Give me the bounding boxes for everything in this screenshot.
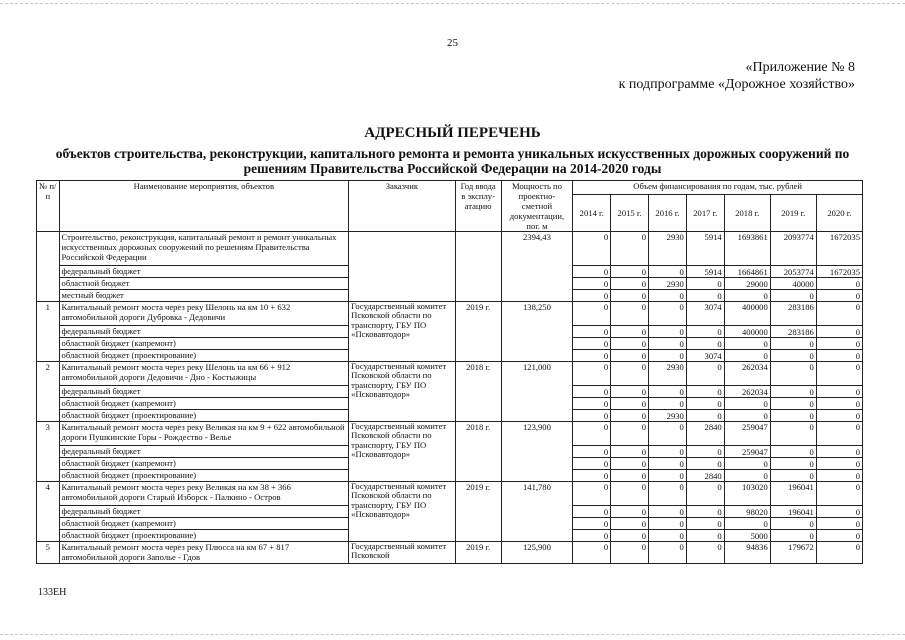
- row-num: 1: [37, 302, 60, 362]
- bottom-scan-edge: [0, 634, 905, 635]
- row-name: федеральный бюджет: [59, 506, 349, 518]
- value-cell: 0: [816, 482, 862, 506]
- table-row: [37, 482, 863, 506]
- value-cell: 0: [816, 410, 862, 422]
- table-row: [37, 232, 863, 266]
- value-cell: 0: [611, 326, 649, 338]
- row-capacity: 138,250: [501, 302, 573, 362]
- value-cell: 5000: [724, 530, 770, 542]
- row-year: 2019 г.: [455, 482, 501, 542]
- value-cell: 0: [611, 470, 649, 482]
- footer-code: 133ЕН: [38, 587, 67, 598]
- value-cell: 0: [770, 338, 816, 350]
- value-cell: 1672035: [816, 232, 862, 266]
- row-name: областной бюджет (капремонт): [59, 458, 349, 470]
- value-cell: 0: [573, 530, 611, 542]
- value-cell: 0: [648, 446, 686, 458]
- value-cell: 0: [611, 232, 649, 266]
- row-customer: Государственный комитет Псковской области по транспорту, ГБУ ПО «Псковавтодор»: [349, 422, 455, 482]
- value-cell: 0: [816, 278, 862, 290]
- row-capacity: 125,900: [501, 542, 573, 564]
- header-year-2016: 2016 г.: [648, 194, 686, 231]
- row-name: областной бюджет (капремонт): [59, 398, 349, 410]
- value-cell: 0: [611, 518, 649, 530]
- row-name: федеральный бюджет: [59, 446, 349, 458]
- value-cell: 0: [686, 398, 724, 410]
- value-cell: 0: [573, 446, 611, 458]
- row-num: 4: [37, 482, 60, 542]
- value-cell: 0: [724, 518, 770, 530]
- value-cell: 0: [816, 326, 862, 338]
- row-num: 3: [37, 422, 60, 482]
- value-cell: 0: [770, 362, 816, 386]
- table-row: [37, 302, 863, 326]
- appendix-line-2: к подпрограмме «Дорожное хозяйство»: [618, 77, 855, 92]
- value-cell: 5914: [686, 232, 724, 266]
- value-cell: 0: [770, 446, 816, 458]
- row-name: областной бюджет (проектирование): [59, 470, 349, 482]
- value-cell: 0: [686, 482, 724, 506]
- value-cell: 0: [816, 518, 862, 530]
- row-year: [455, 232, 501, 302]
- value-cell: 0: [816, 530, 862, 542]
- value-cell: 103020: [724, 482, 770, 506]
- row-capacity: 121,000: [501, 362, 573, 422]
- value-cell: 0: [816, 362, 862, 386]
- value-cell: 0: [686, 542, 724, 564]
- row-name: областной бюджет (капремонт): [59, 338, 349, 350]
- value-cell: 0: [573, 506, 611, 518]
- value-cell: 0: [770, 470, 816, 482]
- row-name: областной бюджет (капремонт): [59, 518, 349, 530]
- value-cell: 0: [686, 410, 724, 422]
- value-cell: 0: [611, 422, 649, 446]
- value-cell: 0: [770, 458, 816, 470]
- row-name: федеральный бюджет: [59, 386, 349, 398]
- value-cell: 0: [770, 386, 816, 398]
- header-funding: Объем финансирования по годам, тыс. рублей: [573, 181, 863, 195]
- value-cell: 0: [686, 290, 724, 302]
- value-cell: 0: [573, 398, 611, 410]
- row-name: федеральный бюджет: [59, 266, 349, 278]
- value-cell: 0: [648, 350, 686, 362]
- value-cell: 0: [648, 266, 686, 278]
- header-year-2019: 2019 г.: [770, 194, 816, 231]
- value-cell: 0: [724, 410, 770, 422]
- value-cell: 0: [816, 398, 862, 410]
- value-cell: 196041: [770, 482, 816, 506]
- value-cell: 0: [724, 398, 770, 410]
- value-cell: 0: [724, 458, 770, 470]
- value-cell: 0: [816, 338, 862, 350]
- header-name: Наименование мероприятия, объектов: [59, 181, 349, 232]
- value-cell: 0: [611, 302, 649, 326]
- value-cell: 0: [573, 302, 611, 326]
- table-body: [37, 232, 863, 564]
- value-cell: 0: [573, 362, 611, 386]
- value-cell: 0: [816, 422, 862, 446]
- value-cell: 0: [573, 290, 611, 302]
- value-cell: 400000: [724, 302, 770, 326]
- value-cell: 0: [686, 518, 724, 530]
- value-cell: 0: [686, 326, 724, 338]
- row-customer: Государственный комитет Псковской: [349, 542, 455, 564]
- value-cell: 0: [573, 458, 611, 470]
- value-cell: 0: [611, 338, 649, 350]
- value-cell: 0: [724, 290, 770, 302]
- row-name: областной бюджет: [59, 278, 349, 290]
- value-cell: 0: [573, 338, 611, 350]
- row-capacity: 123,900: [501, 422, 573, 482]
- table-row: [37, 362, 863, 386]
- value-cell: 2053774: [770, 266, 816, 278]
- value-cell: 1693861: [724, 232, 770, 266]
- value-cell: 0: [611, 506, 649, 518]
- value-cell: 94836: [724, 542, 770, 564]
- value-cell: 283186: [770, 326, 816, 338]
- value-cell: 0: [611, 458, 649, 470]
- value-cell: 0: [611, 410, 649, 422]
- value-cell: 0: [724, 350, 770, 362]
- value-cell: 2840: [686, 470, 724, 482]
- value-cell: 0: [573, 386, 611, 398]
- value-cell: 0: [686, 362, 724, 386]
- page-number: 25: [447, 37, 458, 49]
- value-cell: 2930: [648, 278, 686, 290]
- value-cell: 0: [770, 530, 816, 542]
- row-num: 2: [37, 362, 60, 422]
- value-cell: 0: [686, 386, 724, 398]
- value-cell: 0: [648, 482, 686, 506]
- value-cell: 2093774: [770, 232, 816, 266]
- value-cell: 0: [611, 530, 649, 542]
- row-name: местный бюджет: [59, 290, 349, 302]
- value-cell: 0: [816, 290, 862, 302]
- value-cell: 0: [648, 458, 686, 470]
- header-year-2014: 2014 г.: [573, 194, 611, 231]
- row-customer: Государственный комитет Псковской области по транспорту, ГБУ ПО «Псковавтодор»: [349, 302, 455, 362]
- value-cell: 0: [770, 518, 816, 530]
- value-cell: 0: [611, 482, 649, 506]
- value-cell: 0: [648, 302, 686, 326]
- value-cell: 0: [686, 278, 724, 290]
- value-cell: 0: [816, 458, 862, 470]
- value-cell: 259047: [724, 422, 770, 446]
- value-cell: 0: [770, 422, 816, 446]
- value-cell: 0: [573, 518, 611, 530]
- value-cell: 0: [573, 542, 611, 564]
- value-cell: 0: [611, 362, 649, 386]
- row-year: 2019 г.: [455, 302, 501, 362]
- header-year-2015: 2015 г.: [611, 194, 649, 231]
- value-cell: 3074: [686, 350, 724, 362]
- row-name: Капитальный ремонт моста через реку Великая на км 38 + 366 автомобильной дороги Старый Изборск - Палкино - Остров: [59, 482, 349, 506]
- value-cell: 0: [648, 422, 686, 446]
- value-cell: 0: [648, 518, 686, 530]
- value-cell: 2930: [648, 410, 686, 422]
- value-cell: 0: [686, 446, 724, 458]
- value-cell: 0: [770, 350, 816, 362]
- value-cell: 0: [648, 338, 686, 350]
- value-cell: 0: [686, 338, 724, 350]
- row-name: федеральный бюджет: [59, 326, 349, 338]
- value-cell: 259047: [724, 446, 770, 458]
- value-cell: 0: [816, 470, 862, 482]
- header-year-2018: 2018 г.: [724, 194, 770, 231]
- top-scan-edge: [0, 3, 905, 4]
- value-cell: 5914: [686, 266, 724, 278]
- value-cell: 0: [648, 470, 686, 482]
- value-cell: 0: [648, 398, 686, 410]
- table-header: [37, 181, 863, 232]
- value-cell: 98020: [724, 506, 770, 518]
- value-cell: 2840: [686, 422, 724, 446]
- row-year: 2018 г.: [455, 422, 501, 482]
- appendix-heading: [619, 59, 855, 93]
- value-cell: 0: [648, 542, 686, 564]
- row-name: областной бюджет (проектирование): [59, 350, 349, 362]
- value-cell: 400000: [724, 326, 770, 338]
- value-cell: 0: [686, 530, 724, 542]
- value-cell: 0: [648, 386, 686, 398]
- row-name: областной бюджет (проектирование): [59, 530, 349, 542]
- header-customer: Заказчик: [349, 181, 455, 232]
- document-subtitle: объектов строительства, реконструкции, капитального ремонта и ремонта уникальных искусственных дорожных сооружений по решениям Правительства Российской Федерации на 2014-2020 годы: [55, 146, 850, 176]
- value-cell: 0: [611, 398, 649, 410]
- value-cell: 0: [648, 506, 686, 518]
- value-cell: 0: [611, 278, 649, 290]
- value-cell: 40000: [770, 278, 816, 290]
- row-name: Капитальный ремонт моста через реку Великая на км 9 + 622 автомобильной дороги Пушкинские Горы - Рождество - Велье: [59, 422, 349, 446]
- row-customer: Государственный комитет Псковской области по транспорту, ГБУ ПО «Псковавтодор»: [349, 362, 455, 422]
- value-cell: 0: [686, 506, 724, 518]
- value-cell: 0: [770, 410, 816, 422]
- row-customer: Государственный комитет Псковской области по транспорту, ГБУ ПО «Псковавтодор»: [349, 482, 455, 542]
- value-cell: 0: [770, 398, 816, 410]
- header-year-2017: 2017 г.: [686, 194, 724, 231]
- row-capacity: 2394,43: [501, 232, 573, 302]
- row-num: [37, 232, 60, 302]
- value-cell: 283186: [770, 302, 816, 326]
- value-cell: 0: [573, 266, 611, 278]
- row-year: 2019 г.: [455, 542, 501, 564]
- header-capacity: Мощность по проектно-сметной документации, пог. м: [501, 181, 573, 232]
- value-cell: 0: [724, 470, 770, 482]
- row-capacity: 141,780: [501, 482, 573, 542]
- value-cell: 0: [611, 386, 649, 398]
- address-list-table: [36, 180, 863, 564]
- value-cell: 0: [816, 302, 862, 326]
- value-cell: 196041: [770, 506, 816, 518]
- value-cell: 0: [611, 290, 649, 302]
- value-cell: 0: [611, 542, 649, 564]
- value-cell: 0: [573, 350, 611, 362]
- document-title: АДРЕСНЫЙ ПЕРЕЧЕНЬ: [364, 125, 541, 141]
- value-cell: 0: [816, 542, 862, 564]
- row-customer: [349, 232, 455, 302]
- row-name: Капитальный ремонт моста через реку Шелонь на км 10 + 632 автомобильной дороги Дубровка - Дедовичи: [59, 302, 349, 326]
- value-cell: 0: [573, 422, 611, 446]
- header-year-2020: 2020 г.: [816, 194, 862, 231]
- value-cell: 1672035: [816, 266, 862, 278]
- appendix-line-1: «Приложение № 8: [745, 60, 855, 75]
- table-row: [37, 542, 863, 564]
- value-cell: 0: [573, 326, 611, 338]
- value-cell: 0: [816, 350, 862, 362]
- value-cell: 0: [573, 482, 611, 506]
- value-cell: 0: [611, 266, 649, 278]
- value-cell: 0: [648, 530, 686, 542]
- value-cell: 0: [816, 386, 862, 398]
- value-cell: 1664861: [724, 266, 770, 278]
- row-name: Капитальный ремонт моста через реку Шелонь на км 66 + 912 автомобильной дороги Дедовичи - Дно - Костыжицы: [59, 362, 349, 386]
- value-cell: 29000: [724, 278, 770, 290]
- value-cell: 0: [770, 290, 816, 302]
- value-cell: 262034: [724, 386, 770, 398]
- value-cell: 0: [686, 458, 724, 470]
- value-cell: 0: [611, 446, 649, 458]
- table-row: [37, 422, 863, 446]
- value-cell: 0: [573, 232, 611, 266]
- value-cell: 0: [816, 446, 862, 458]
- value-cell: 0: [648, 326, 686, 338]
- row-num: 5: [37, 542, 60, 564]
- row-name: Капитальный ремонт моста через реку Плюсса на км 67 + 817 автомобильной дороги Заполье - Гдов: [59, 542, 349, 564]
- value-cell: 0: [611, 350, 649, 362]
- value-cell: 3074: [686, 302, 724, 326]
- value-cell: 179672: [770, 542, 816, 564]
- value-cell: 2930: [648, 232, 686, 266]
- row-name: Строительство, реконструкция, капитальный ремонт и ремонт уникальных искусственных дорожных сооружений по решениям Правительства Российской Федерации: [59, 232, 349, 266]
- header-year: Год ввода в эксплу-атацию: [455, 181, 501, 232]
- value-cell: 262034: [724, 362, 770, 386]
- value-cell: 0: [573, 410, 611, 422]
- header-num: № п/п: [37, 181, 60, 232]
- value-cell: 2930: [648, 362, 686, 386]
- value-cell: 0: [724, 338, 770, 350]
- value-cell: 0: [648, 290, 686, 302]
- row-year: 2018 г.: [455, 362, 501, 422]
- value-cell: 0: [816, 506, 862, 518]
- value-cell: 0: [573, 278, 611, 290]
- row-name: областной бюджет (проектирование): [59, 410, 349, 422]
- value-cell: 0: [573, 470, 611, 482]
